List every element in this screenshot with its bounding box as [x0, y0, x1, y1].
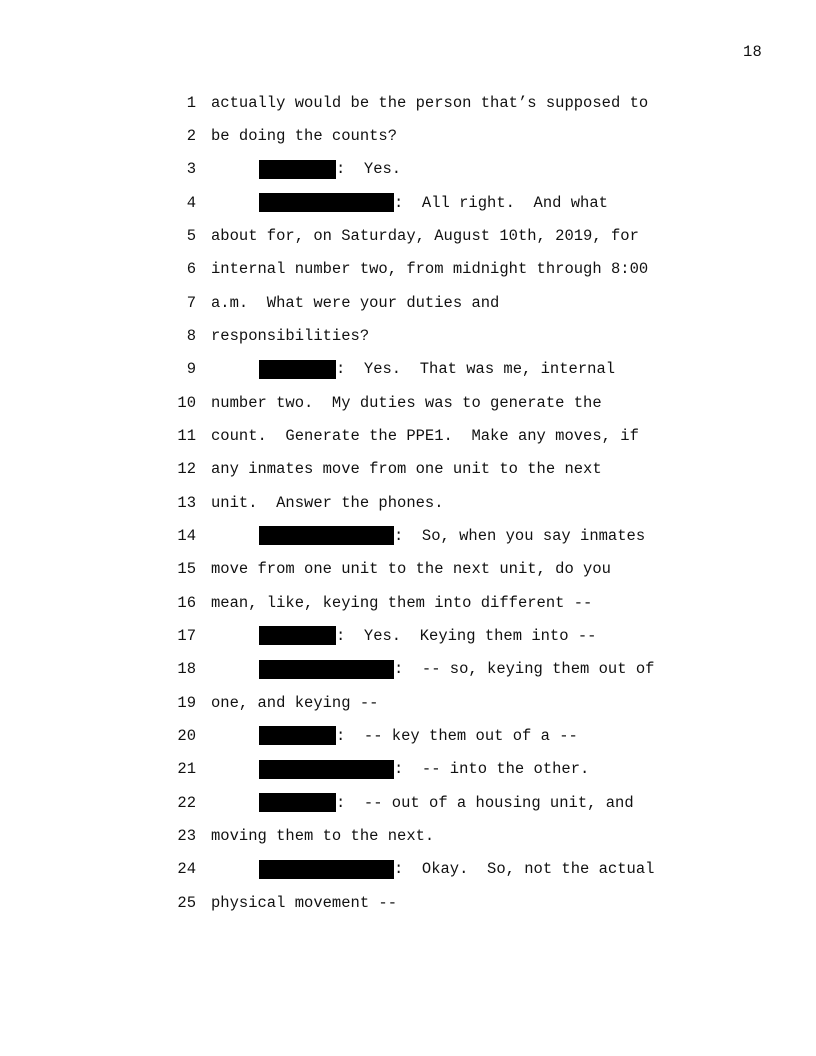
line-number: 17	[177, 626, 196, 645]
line-content	[211, 327, 369, 345]
line-content	[211, 360, 615, 379]
line-content	[211, 760, 589, 779]
transcript-line	[174, 586, 774, 619]
line-number: 6	[186, 260, 196, 279]
transcript-line	[174, 786, 774, 819]
line-number: 22	[177, 793, 196, 812]
redacted-speaker-name	[259, 160, 336, 179]
line-content	[211, 560, 611, 578]
line-text: count. Generate the PPE1. Make any moves, if	[211, 426, 639, 445]
transcript-line	[174, 253, 774, 286]
transcript-line	[174, 319, 774, 352]
transcript-line	[174, 553, 774, 586]
line-text: mean, like, keying them into different --	[211, 593, 593, 612]
line-content	[211, 793, 634, 812]
line-content	[211, 460, 602, 478]
line-text: one, and keying --	[211, 693, 379, 712]
line-number: 11	[177, 426, 196, 445]
line-text: : All right. And what	[394, 193, 608, 212]
redacted-speaker-name	[259, 760, 394, 779]
transcript-line	[174, 886, 774, 919]
line-number: 9	[186, 360, 196, 379]
line-number: 19	[177, 693, 196, 712]
line-text: be doing the counts?	[211, 126, 398, 145]
line-content	[211, 660, 654, 679]
transcript-line	[174, 353, 774, 386]
line-content	[211, 726, 578, 745]
line-content	[211, 94, 648, 112]
line-content	[211, 160, 401, 179]
line-text: : -- into the other.	[394, 760, 590, 779]
transcript-line	[174, 653, 774, 686]
transcript-line	[174, 686, 774, 719]
line-number: 10	[177, 393, 196, 412]
line-content	[211, 427, 639, 445]
line-content	[211, 227, 639, 245]
transcript-line	[174, 819, 774, 852]
line-content	[211, 626, 596, 645]
line-text: responsibilities?	[211, 326, 370, 345]
line-number: 2	[186, 126, 196, 145]
redacted-speaker-name	[259, 626, 336, 645]
redacted-speaker-name	[259, 526, 394, 545]
line-text: internal number two, from midnight through 8:00	[211, 260, 649, 279]
line-number: 12	[177, 460, 196, 479]
line-number: 15	[177, 560, 196, 579]
transcript-line	[174, 619, 774, 652]
line-number: 13	[177, 493, 196, 512]
redacted-speaker-name	[259, 860, 394, 879]
line-text: : Yes. That was me, internal	[336, 360, 616, 379]
line-content	[211, 827, 434, 845]
line-number: 3	[186, 160, 196, 179]
line-number: 25	[177, 893, 196, 912]
line-number: 24	[177, 860, 196, 879]
line-number: 7	[186, 293, 196, 312]
redacted-speaker-name	[259, 360, 336, 379]
line-number: 1	[186, 93, 196, 112]
transcript-line	[174, 219, 774, 252]
line-number: 14	[177, 526, 196, 545]
line-text: : -- so, keying them out of	[394, 660, 655, 679]
line-content	[211, 894, 397, 912]
line-text: : Yes. Keying them into --	[336, 626, 597, 645]
transcript-line	[174, 153, 774, 186]
page-number: 18	[742, 43, 762, 61]
line-content	[211, 594, 592, 612]
transcript-line	[174, 286, 774, 319]
transcript-line	[174, 753, 774, 786]
line-text: number two. My duties was to generate the	[211, 393, 602, 412]
line-number: 8	[186, 326, 196, 345]
line-content	[211, 494, 444, 512]
line-text: : So, when you say inmates	[394, 526, 646, 545]
line-text: about for, on Saturday, August 10th, 2019, for	[211, 226, 639, 245]
redacted-speaker-name	[259, 793, 336, 812]
transcript-line	[174, 419, 774, 452]
line-number: 4	[186, 193, 196, 212]
line-text: a.m. What were your duties and	[211, 293, 500, 312]
transcript-line	[174, 519, 774, 552]
line-content	[211, 193, 608, 212]
line-text: unit. Answer the phones.	[211, 493, 444, 512]
transcript-line	[174, 719, 774, 752]
line-text: move from one unit to the next unit, do you	[211, 560, 611, 579]
line-number: 5	[186, 226, 196, 245]
line-text: : -- out of a housing unit, and	[336, 793, 634, 812]
line-number: 18	[177, 660, 196, 679]
redacted-speaker-name	[259, 726, 336, 745]
line-text: : -- key them out of a --	[336, 726, 578, 745]
transcript-line	[174, 186, 774, 219]
line-text: : Yes.	[336, 160, 402, 179]
line-content	[211, 294, 499, 312]
line-number: 21	[177, 760, 196, 779]
line-text: : Okay. So, not the actual	[394, 860, 655, 879]
line-text: actually would be the person that’s supposed to	[211, 93, 649, 112]
line-content	[211, 394, 602, 412]
line-content	[211, 260, 648, 278]
transcript-line	[174, 453, 774, 486]
line-number: 20	[177, 726, 196, 745]
line-text: moving them to the next.	[211, 826, 435, 845]
line-content	[211, 860, 654, 879]
transcript-line	[174, 853, 774, 886]
transcript-line	[174, 386, 774, 419]
transcript-line	[174, 486, 774, 519]
line-text: physical movement --	[211, 893, 398, 912]
line-content	[211, 127, 397, 145]
line-number: 23	[177, 826, 196, 845]
line-text: any inmates move from one unit to the next	[211, 460, 602, 479]
line-content	[211, 694, 378, 712]
transcript-body	[174, 86, 774, 919]
redacted-speaker-name	[259, 193, 394, 212]
redacted-speaker-name	[259, 660, 394, 679]
transcript-line	[174, 119, 774, 152]
line-content	[211, 526, 645, 545]
line-number: 16	[177, 593, 196, 612]
transcript-line	[174, 86, 774, 119]
